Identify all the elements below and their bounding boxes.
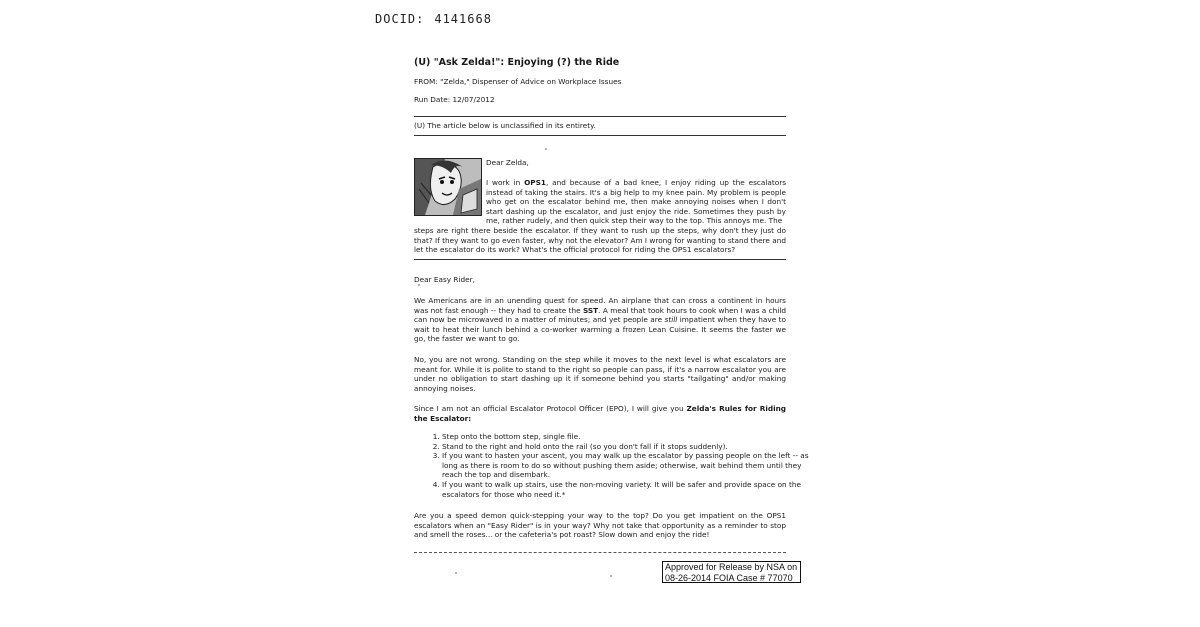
scan-speck (455, 572, 457, 574)
divider (414, 116, 786, 117)
reply-paragraph-1: We Americans are in an unending quest for speed. An airplane that can cross a continent in hours was not fast enough -- they had to create the SST. A meal that took hours to cook when I was a child can now be microwaved in a matter of minutes; and yet people are still impatient when they have to wait to heat their lunch behind a co-worker warming a frozen Lean Cuisine. It seems the faster we go, the faster we want to go. (414, 296, 786, 344)
docid-header (375, 12, 492, 26)
classification-line: (U) The article below is unclassified in its entirety. (414, 121, 596, 130)
divider (414, 259, 786, 260)
stamp-line-2: 08-26-2014 FOIA Case # 77070 (665, 572, 793, 583)
reply-salutation: Dear Easy Rider, (414, 275, 475, 284)
reply-paragraph-2: No, you are not wrong. Standing on the step while it moves to the next level is what escalators are meant for. While it is polite to stand to the right so people can pass, if it's a narrow escalator you are under no obligation to start dashing up it if someone behind you starts "tailgating" and/or making annoying noises. (414, 355, 786, 393)
list-item: 3. If you want to hasten your ascent, you may walk up the escalator by passing people on the left -- as long as there is room to do so without pushing them aside; otherwise, wait behind them until they reach the top and disembark. (442, 451, 814, 480)
list-item: 2. Stand to the right and hold onto the rail (so you don't fall if it stops suddenly). (442, 442, 814, 452)
release-stamp (662, 561, 801, 583)
stamp-line-1: Approved for Release by NSA on (665, 562, 798, 572)
list-item: 4. If you want to walk up stairs, use the non-moving variety. It will be safer and provide space on the escalators for those who need it.* (442, 480, 814, 499)
article-from: FROM: "Zelda," Dispenser of Advice on Workplace Issues (414, 77, 622, 86)
letter-body-top: I work in OPS1, and because of a bad knee, I enjoy riding up the escalators instead of taking the stairs. It's a big help to my knee pain. My problem is people who get on the escalator behind me, then make annoying noises when I don't start dashing up the escalator, and just enjoy the ride. Sometimes they push by me, rather rudely, and then quick step their way to the top. This annoys me. The (486, 178, 786, 226)
scan-speck (418, 284, 420, 286)
reply-paragraph-4: Are you a speed demon quick-stepping your way to the top? Do you get impatient on the OPS1 escalators when an "Easy Rider" is in your way? Why not take that opportunity as a reminder to stop and smell the roses... or the cafeteria's pot roast? Slow down and enjoy the ride! (414, 511, 786, 540)
article-title: (U) "Ask Zelda!": Enjoying (?) the Ride (414, 57, 620, 68)
rules-list (414, 432, 814, 499)
list-item: 1. Step onto the bottom step, single file. (442, 432, 814, 442)
divider (414, 552, 786, 553)
scan-speck (545, 148, 547, 150)
scan-speck (610, 575, 612, 577)
docid-label: DOCID: (375, 12, 425, 26)
letter-salutation: Dear Zelda, (486, 158, 529, 167)
zelda-portrait-image (414, 158, 482, 216)
letter-body-bottom: steps are right there beside the escalator. If they want to rush up the steps, why don't they just do that? If they want to go even faster, why not the elevator? Am I wrong for wanting to stand there and let the escalator do its work? What's the official protocol for riding the OPS1 escalators? (414, 226, 786, 255)
article-run-date: Run Date: 12/07/2012 (414, 95, 495, 104)
docid-number: 4141668 (434, 12, 492, 26)
reply-paragraph-3: Since I am not an official Escalator Protocol Officer (EPO), I will give you Zelda's Rules for Riding the Escalator: (414, 404, 787, 423)
divider (414, 135, 786, 136)
